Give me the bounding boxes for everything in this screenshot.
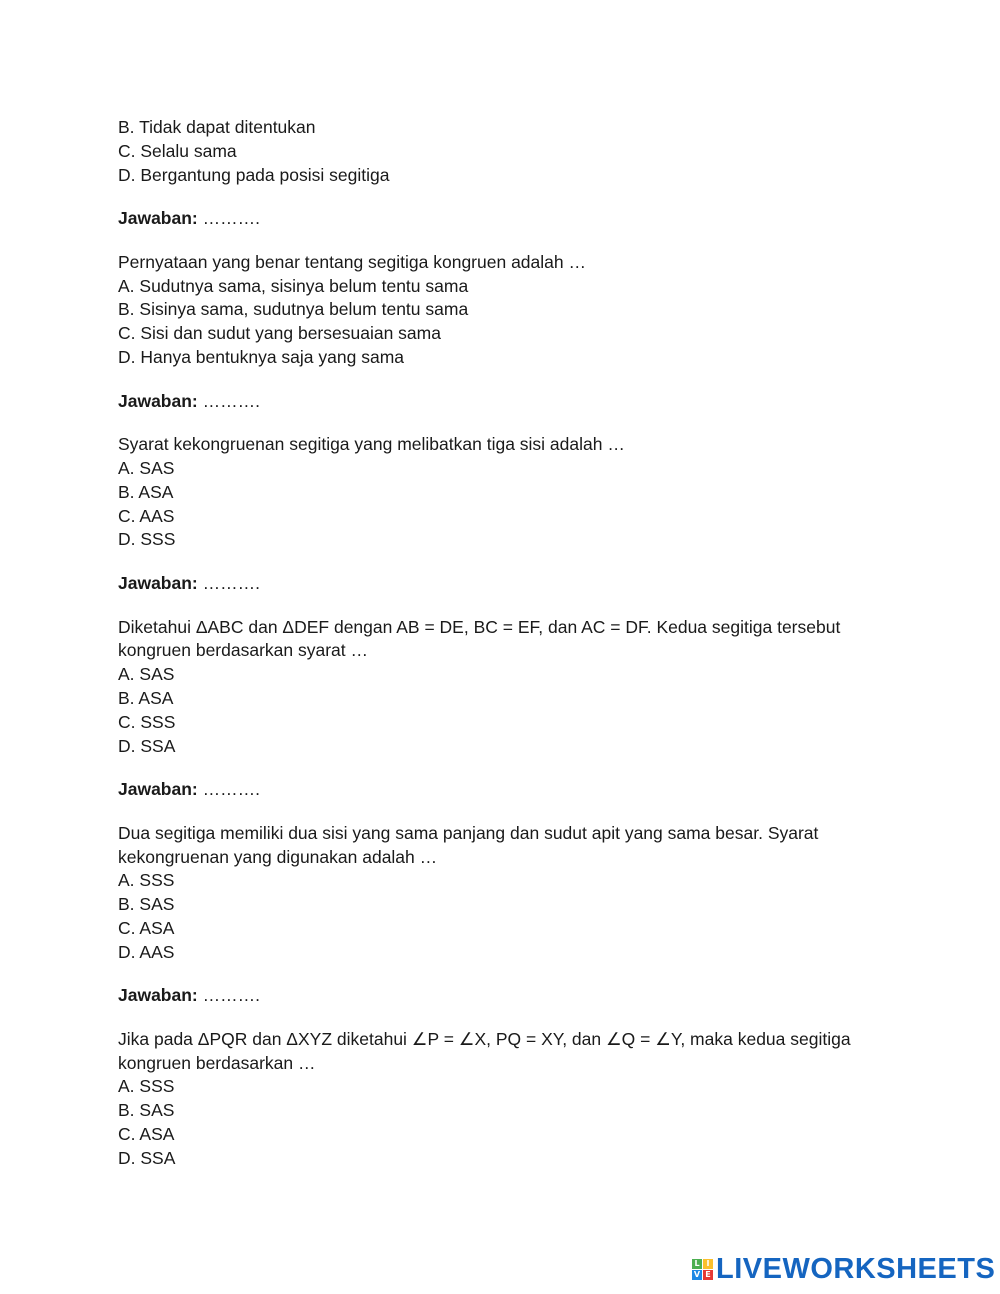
option: A. SAS <box>118 457 175 478</box>
option: C. Sisi dan sudut yang bersesuaian sama <box>118 323 441 344</box>
answer-blank[interactable]: ………. <box>197 390 260 411</box>
question-1 <box>118 251 898 370</box>
option: D. AAS <box>118 941 175 962</box>
question-4 <box>118 822 898 965</box>
option: B. ASA <box>118 481 174 502</box>
question-5 <box>118 1028 898 1171</box>
option: D. Bergantung pada posisi segitiga <box>118 164 390 185</box>
question-text: Dua segitiga memiliki dua sisi yang sama panjang dan sudut apit yang sama besar. Syarat kekongruenan yang digunakan adalah … <box>118 822 819 867</box>
option: D. SSA <box>118 1147 176 1168</box>
option: D. Hanya bentuknya saja yang sama <box>118 346 404 367</box>
option: B. Sisinya sama, sudutnya belum tentu sama <box>118 299 469 320</box>
option: B. SAS <box>118 894 175 915</box>
liveworksheets-logo <box>692 1254 995 1284</box>
intro-options <box>118 116 898 187</box>
option: C. SSS <box>118 711 176 732</box>
option: B. Tidak dapat ditentukan <box>118 117 316 137</box>
question-text: Pernyataan yang benar tentang segitiga kongruen adalah … <box>118 251 586 272</box>
answer-line: Jawaban: ………. <box>118 572 260 593</box>
answer-line: Jawaban: ………. <box>118 779 260 800</box>
badge-letter: V <box>693 1269 701 1279</box>
question-text: Diketahui ΔABC dan ΔDEF dengan AB = DE, BC = EF, dan AC = DF. Kedua segitiga tersebut kongruen berdasarkan syarat … <box>118 616 841 661</box>
badge-letter: I <box>703 1259 713 1269</box>
worksheet-page <box>118 116 898 1171</box>
answer-blank[interactable]: ………. <box>197 572 260 593</box>
answer-blank[interactable]: ………. <box>197 779 260 800</box>
answer-line: Jawaban: ………. <box>118 985 260 1006</box>
answer-line: Jawaban: ………. <box>118 208 260 229</box>
option: A. SSS <box>118 1076 175 1097</box>
option: C. ASA <box>118 917 175 938</box>
badge-letter: E <box>703 1270 713 1280</box>
option: A. SSS <box>118 870 175 891</box>
option: D. SSA <box>118 735 176 756</box>
answer-line: Jawaban: ………. <box>118 390 260 411</box>
logo-badge-icon <box>692 1259 713 1280</box>
option: B. SAS <box>118 1100 175 1121</box>
option: C. Selalu sama <box>118 140 237 161</box>
option: B. ASA <box>118 687 174 708</box>
question-3 <box>118 616 898 759</box>
option: C. ASA <box>118 1124 175 1145</box>
badge-letter: L <box>692 1259 702 1269</box>
question-text: Syarat kekongruenan segitiga yang melibatkan tiga sisi adalah … <box>118 434 625 455</box>
answer-blank[interactable]: ………. <box>197 985 260 1006</box>
option: D. SSS <box>118 529 176 550</box>
question-text: Jika pada ΔPQR dan ΔXYZ diketahui ∠P = ∠X, PQ = XY, dan ∠Q = ∠Y, maka kedua segitiga kongruen berdasarkan … <box>118 1028 851 1073</box>
logo-text: LIVEWORKSHEETS <box>716 1252 996 1285</box>
option: C. AAS <box>118 505 175 526</box>
question-2 <box>118 433 898 552</box>
option: A. Sudutnya sama, sisinya belum tentu sama <box>118 275 469 296</box>
option: A. SAS <box>118 664 175 685</box>
answer-blank[interactable]: ………. <box>197 208 260 229</box>
